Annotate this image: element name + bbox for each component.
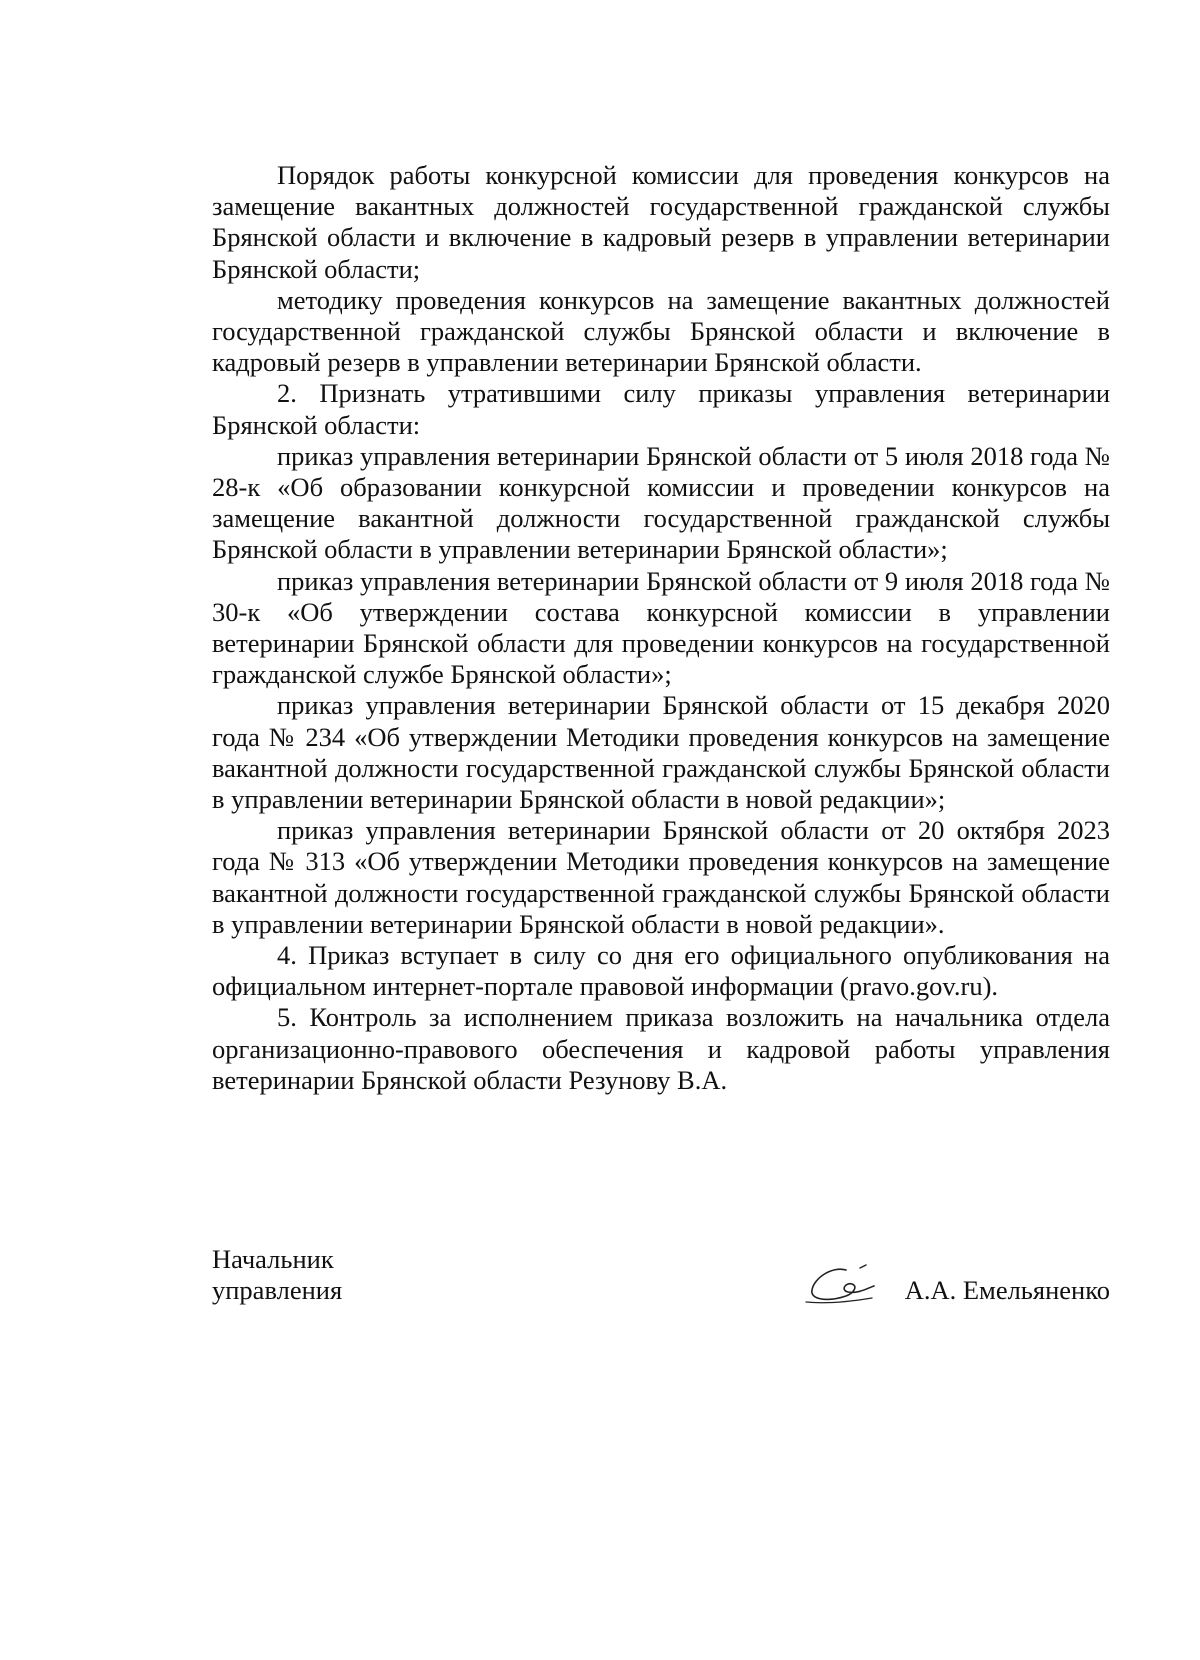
paragraph-methodology: методику проведения конкурсов на замещение вакантных должностей государственной гражданской службы Брянской области и включение в кадровый резерв в управлении ветеринарии Брянской области.: [212, 284, 1110, 378]
paragraph-order-30k: приказ управления ветеринарии Брянской области от 9 июля 2018 года № 30-к «Об утверждении состава конкурсной комиссии в управлении ветеринарии Брянской области для проведении конкурсов на государственной гражданской службе Брянской области»;: [212, 565, 1110, 690]
position-line-1: Начальник: [212, 1244, 334, 1274]
document-body: [212, 160, 1110, 1096]
paragraph-item-4: 4. Приказ вступает в силу со дня его официального опубликования на официальном интернет-портале правовой информации (pravo.gov.ru).: [212, 940, 1110, 1002]
signature-block: [212, 1244, 1110, 1314]
position-line-2: управления: [212, 1275, 343, 1306]
paragraph-order-28k: приказ управления ветеринарии Брянской области от 5 июля 2018 года № 28-к «Об образовании конкурсной комиссии и проведении конкурсов на замещение вакантной должности государственной гражданской службы Брянской области в управлении ветеринарии Брянской области»;: [212, 440, 1110, 565]
paragraph-order-313: приказ управления ветеринарии Брянской области от 20 октября 2023 года № 313 «Об утверждении Методики проведения конкурсов на замещение вакантной должности государственной гражданской службы Брянской области в управлении ветеринарии Брянской области в новой редакции».: [212, 815, 1110, 939]
signatory-name: А.А. Емельяненко: [904, 1275, 1110, 1305]
paragraph-item-5: 5. Контроль за исполнением приказа возложить на начальника отдела организационно-правового обеспечения и кадровой работы управления ветеринарии Брянской области Резунову В.А.: [212, 1002, 1110, 1095]
handwritten-signature: [802, 1256, 888, 1308]
paragraph-item-2: 2. Признать утратившими силу приказы управления ветеринарии Брянской области:: [212, 378, 1110, 440]
signatory-position: [212, 1244, 342, 1306]
paragraph-order-234: приказ управления ветеринарии Брянской области от 15 декабря 2020 года № 234 «Об утверждении Методики проведения конкурсов на замещение вакантной должности государственной гражданской службы Брянской области в управлении ветеринарии Брянской области в новой редакции»;: [212, 690, 1110, 815]
paragraph-procedure: Порядок работы конкурсной комиссии для проведения конкурсов на замещение вакантных должностей государственной гражданской службы Брянской области и включение в кадровый резерв в управлении ветеринарии Брянской области;: [212, 160, 1110, 284]
